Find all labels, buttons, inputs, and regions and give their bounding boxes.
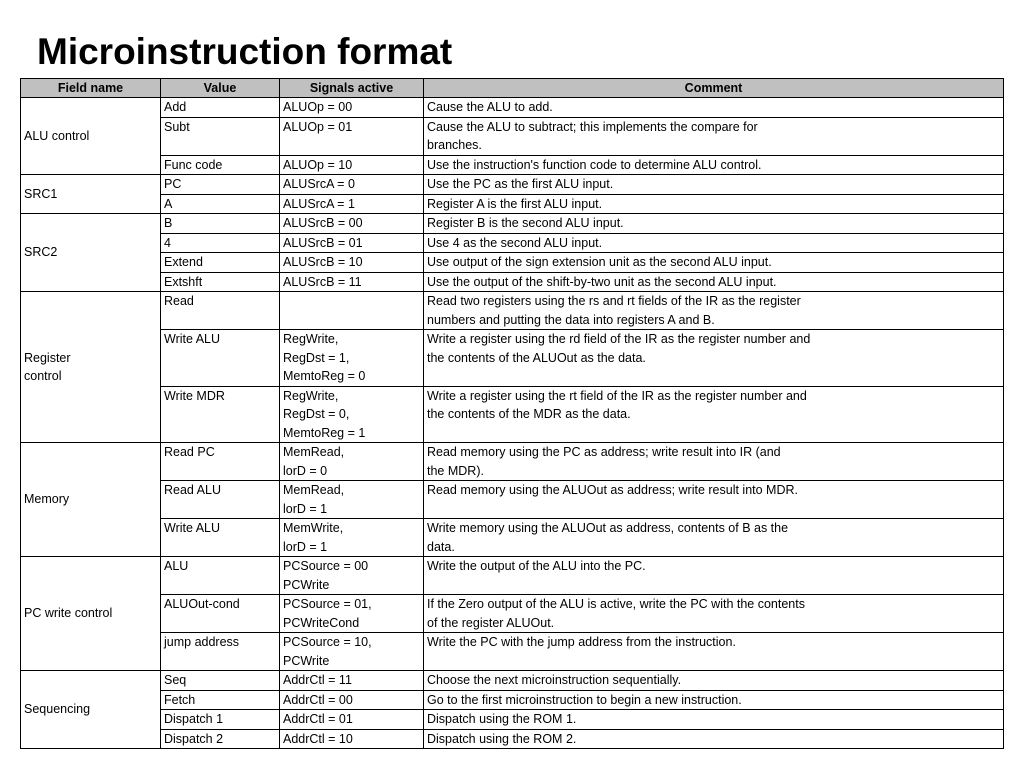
value-cell bbox=[161, 519, 280, 557]
signals-text: lorD = 1 bbox=[283, 501, 328, 516]
table-row bbox=[21, 233, 1004, 253]
signals-cell bbox=[280, 386, 424, 443]
signals-cell bbox=[280, 194, 424, 214]
comment-cell bbox=[424, 175, 1004, 195]
signals-text: ALUSrcB = 00 bbox=[283, 216, 363, 230]
value-text: Add bbox=[164, 100, 187, 114]
column-header-field-name: Field name bbox=[21, 79, 161, 98]
signals-cell bbox=[280, 117, 424, 155]
signals-text: ALUSrcB = 11 bbox=[283, 274, 362, 289]
table-row bbox=[21, 519, 1004, 557]
table-row bbox=[21, 633, 1004, 671]
table-row bbox=[21, 481, 1004, 519]
field-name-cell bbox=[21, 98, 161, 175]
value-cell bbox=[161, 175, 280, 195]
signals-cell bbox=[280, 710, 424, 730]
comment-text: the contents of the ALUOut as the data. bbox=[427, 350, 646, 365]
signals-text: MemRead, bbox=[283, 483, 345, 497]
value-cell bbox=[161, 292, 280, 330]
table-body bbox=[21, 98, 1004, 749]
comment-cell bbox=[424, 155, 1004, 175]
signals-text: RegDst = 1, bbox=[283, 350, 350, 365]
table-row bbox=[21, 729, 1004, 749]
signals-text: PCSource = 10, bbox=[283, 635, 372, 649]
signals-cell bbox=[280, 690, 424, 710]
signals-text: ALUOp = 01 bbox=[283, 119, 353, 134]
value-cell bbox=[161, 233, 280, 253]
value-text: Dispatch 1 bbox=[164, 712, 224, 726]
column-header-comment: Comment bbox=[424, 79, 1004, 98]
value-cell bbox=[161, 633, 280, 671]
signals-cell bbox=[280, 98, 424, 118]
signals-text: AddrCtl = 11 bbox=[283, 673, 352, 687]
comment-text: Choose the next microinstruction sequentially. bbox=[427, 673, 682, 687]
comment-text: Register A is the first ALU input. bbox=[427, 196, 603, 211]
comment-cell bbox=[424, 690, 1004, 710]
value-text: Extshft bbox=[164, 274, 203, 289]
value-text: A bbox=[164, 196, 173, 211]
comment-cell bbox=[424, 386, 1004, 443]
value-text: jump address bbox=[164, 635, 240, 649]
comment-cell bbox=[424, 557, 1004, 595]
table-row bbox=[21, 117, 1004, 155]
signals-cell bbox=[280, 519, 424, 557]
field-name-text: Memory bbox=[24, 492, 70, 507]
value-text: PC bbox=[164, 177, 182, 191]
comment-cell bbox=[424, 253, 1004, 273]
comment-cell bbox=[424, 633, 1004, 671]
table-row bbox=[21, 175, 1004, 195]
signals-cell bbox=[280, 175, 424, 195]
comment-cell bbox=[424, 519, 1004, 557]
value-cell bbox=[161, 253, 280, 273]
table-row bbox=[21, 690, 1004, 710]
comment-cell bbox=[424, 214, 1004, 234]
table-row bbox=[21, 98, 1004, 118]
signals-text: ALUOp = 00 bbox=[283, 100, 353, 114]
comment-cell bbox=[424, 330, 1004, 387]
comment-cell bbox=[424, 292, 1004, 330]
table-row bbox=[21, 557, 1004, 595]
table-row bbox=[21, 386, 1004, 443]
table-row bbox=[21, 194, 1004, 214]
signals-text: ALUOp = 10 bbox=[283, 157, 353, 172]
value-cell bbox=[161, 117, 280, 155]
signals-text: PCWrite bbox=[283, 577, 330, 592]
field-name-cell bbox=[21, 443, 161, 557]
signals-cell bbox=[280, 292, 424, 330]
value-cell bbox=[161, 595, 280, 633]
signals-text: ALUSrcA = 0 bbox=[283, 177, 355, 191]
value-text: Write ALU bbox=[164, 521, 221, 535]
value-text: Dispatch 2 bbox=[164, 731, 224, 746]
comment-text: Use output of the sign extension unit as the second ALU input. bbox=[427, 255, 772, 269]
value-cell bbox=[161, 557, 280, 595]
comment-text: Write the output of the ALU into the PC. bbox=[427, 559, 646, 573]
signals-text: AddrCtl = 00 bbox=[283, 692, 353, 707]
signals-text: MemtoReg = 0 bbox=[283, 369, 366, 383]
signals-cell bbox=[280, 443, 424, 481]
signals-text: ALUSrcB = 01 bbox=[283, 235, 363, 250]
table-row bbox=[21, 443, 1004, 481]
comment-text: Write a register using the rt field of the IR as the register number and bbox=[427, 388, 807, 403]
signals-text: lorD = 1 bbox=[283, 539, 328, 554]
value-text: Subt bbox=[164, 119, 190, 134]
field-name-text: PC write control bbox=[24, 606, 113, 621]
value-text: Write ALU bbox=[164, 332, 221, 346]
table-header-row bbox=[21, 79, 1004, 98]
signals-text: MemtoReg = 1 bbox=[283, 425, 366, 440]
signals-text: MemRead, bbox=[283, 445, 345, 459]
signals-text: AddrCtl = 01 bbox=[283, 712, 353, 726]
table-row bbox=[21, 155, 1004, 175]
comment-text: Register B is the second ALU input. bbox=[427, 216, 624, 230]
value-cell bbox=[161, 272, 280, 292]
value-text: ALU bbox=[164, 559, 189, 573]
comment-text: Read two registers using the rs and rt fields of the IR as the register bbox=[427, 294, 801, 308]
comment-text: Dispatch using the ROM 2. bbox=[427, 731, 577, 746]
field-name-text: control bbox=[24, 369, 62, 383]
comment-text: data. bbox=[427, 539, 455, 554]
comment-cell bbox=[424, 481, 1004, 519]
value-cell bbox=[161, 671, 280, 691]
comment-cell bbox=[424, 194, 1004, 214]
table-row bbox=[21, 253, 1004, 273]
value-cell bbox=[161, 330, 280, 387]
value-text: Write MDR bbox=[164, 388, 225, 403]
value-text: Seq bbox=[164, 673, 187, 687]
comment-text: Write the PC with the jump address from the instruction. bbox=[427, 635, 736, 649]
signals-text: AddrCtl = 10 bbox=[283, 731, 353, 746]
value-text: ALUOut-cond bbox=[164, 597, 240, 611]
signals-text: lorD = 0 bbox=[283, 463, 328, 478]
value-text: Extend bbox=[164, 255, 203, 269]
comment-text: Write memory using the ALUOut as address, contents of B as the bbox=[427, 521, 789, 535]
value-text: Func code bbox=[164, 157, 223, 172]
comment-text: Dispatch using the ROM 1. bbox=[427, 712, 577, 726]
value-cell bbox=[161, 481, 280, 519]
comment-cell bbox=[424, 595, 1004, 633]
comment-cell bbox=[424, 117, 1004, 155]
field-name-text: SRC2 bbox=[24, 245, 58, 260]
value-text: Read bbox=[164, 294, 194, 308]
field-name-cell bbox=[21, 671, 161, 749]
value-text: 4 bbox=[164, 235, 171, 250]
table-row bbox=[21, 214, 1004, 234]
comment-text: Read memory using the ALUOut as address; write result into MDR. bbox=[427, 483, 798, 497]
signals-text: PCSource = 01, bbox=[283, 597, 372, 611]
signals-cell bbox=[280, 671, 424, 691]
signals-cell bbox=[280, 481, 424, 519]
table-row bbox=[21, 292, 1004, 330]
comment-cell bbox=[424, 98, 1004, 118]
signals-cell bbox=[280, 272, 424, 292]
table-row bbox=[21, 330, 1004, 387]
table-row bbox=[21, 595, 1004, 633]
field-name-text: Sequencing bbox=[24, 702, 91, 717]
signals-text: PCWriteCond bbox=[283, 615, 360, 630]
comment-cell bbox=[424, 671, 1004, 691]
field-name-cell bbox=[21, 175, 161, 214]
value-cell bbox=[161, 729, 280, 749]
comment-text: Go to the first microinstruction to begin a new instruction. bbox=[427, 692, 742, 707]
comment-cell bbox=[424, 443, 1004, 481]
comment-text: Write a register using the rd field of the IR as the register number and bbox=[427, 332, 811, 346]
table-row bbox=[21, 710, 1004, 730]
comment-text: Use the instruction's function code to determine ALU control. bbox=[427, 157, 762, 172]
value-text: Read ALU bbox=[164, 483, 221, 497]
value-cell bbox=[161, 443, 280, 481]
signals-text: ALUSrcB = 10 bbox=[283, 255, 363, 269]
comment-cell bbox=[424, 729, 1004, 749]
signals-cell bbox=[280, 155, 424, 175]
signals-text: RegDst = 0, bbox=[283, 407, 350, 421]
value-cell bbox=[161, 155, 280, 175]
table-row bbox=[21, 671, 1004, 691]
value-cell bbox=[161, 214, 280, 234]
value-cell bbox=[161, 194, 280, 214]
signals-text: ALUSrcA = 1 bbox=[283, 196, 355, 211]
microinstruction-table bbox=[20, 78, 1004, 749]
comment-text: the MDR). bbox=[427, 463, 484, 478]
value-cell bbox=[161, 710, 280, 730]
field-name-text: Register bbox=[24, 350, 71, 365]
signals-cell bbox=[280, 557, 424, 595]
signals-cell bbox=[280, 233, 424, 253]
field-name-text: ALU control bbox=[24, 128, 90, 143]
comment-cell bbox=[424, 710, 1004, 730]
signals-text: PCWrite bbox=[283, 653, 330, 668]
signals-cell bbox=[280, 214, 424, 234]
signals-text: RegWrite, bbox=[283, 388, 339, 403]
comment-text: branches. bbox=[427, 138, 482, 152]
comment-text: Cause the ALU to add. bbox=[427, 100, 553, 114]
signals-text: PCSource = 00 bbox=[283, 559, 369, 573]
field-name-cell bbox=[21, 557, 161, 671]
signals-cell bbox=[280, 633, 424, 671]
signals-text: MemWrite, bbox=[283, 521, 344, 535]
comment-text: Read memory using the PC as address; write result into IR (and bbox=[427, 445, 781, 459]
comment-text: of the register ALUOut. bbox=[427, 615, 555, 630]
comment-text: If the Zero output of the ALU is active, write the PC with the contents bbox=[427, 597, 805, 611]
comment-cell bbox=[424, 233, 1004, 253]
comment-text: Cause the ALU to subtract; this implements the compare for bbox=[427, 119, 758, 134]
column-header-value: Value bbox=[161, 79, 280, 98]
signals-cell bbox=[280, 595, 424, 633]
value-text: Fetch bbox=[164, 692, 196, 707]
value-cell bbox=[161, 690, 280, 710]
value-cell bbox=[161, 98, 280, 118]
column-header-signals-active: Signals active bbox=[280, 79, 424, 98]
field-name-text: SRC1 bbox=[24, 186, 58, 201]
comment-cell bbox=[424, 272, 1004, 292]
value-text: Read PC bbox=[164, 445, 215, 459]
signals-cell bbox=[280, 729, 424, 749]
field-name-cell bbox=[21, 292, 161, 443]
value-text: B bbox=[164, 216, 173, 230]
comment-text: Use the output of the shift-by-two unit as the second ALU input. bbox=[427, 274, 777, 289]
comment-text: the contents of the MDR as the data. bbox=[427, 407, 631, 421]
comment-text: Use 4 as the second ALU input. bbox=[427, 235, 603, 250]
comment-text: Use the PC as the first ALU input. bbox=[427, 177, 614, 191]
page-title: Microinstruction format bbox=[37, 31, 453, 72]
table-row bbox=[21, 272, 1004, 292]
comment-text: numbers and putting the data into registers A and B. bbox=[427, 312, 715, 327]
field-name-cell bbox=[21, 214, 161, 292]
signals-cell bbox=[280, 330, 424, 387]
signals-cell bbox=[280, 253, 424, 273]
value-cell bbox=[161, 386, 280, 443]
signals-text: RegWrite, bbox=[283, 332, 339, 346]
